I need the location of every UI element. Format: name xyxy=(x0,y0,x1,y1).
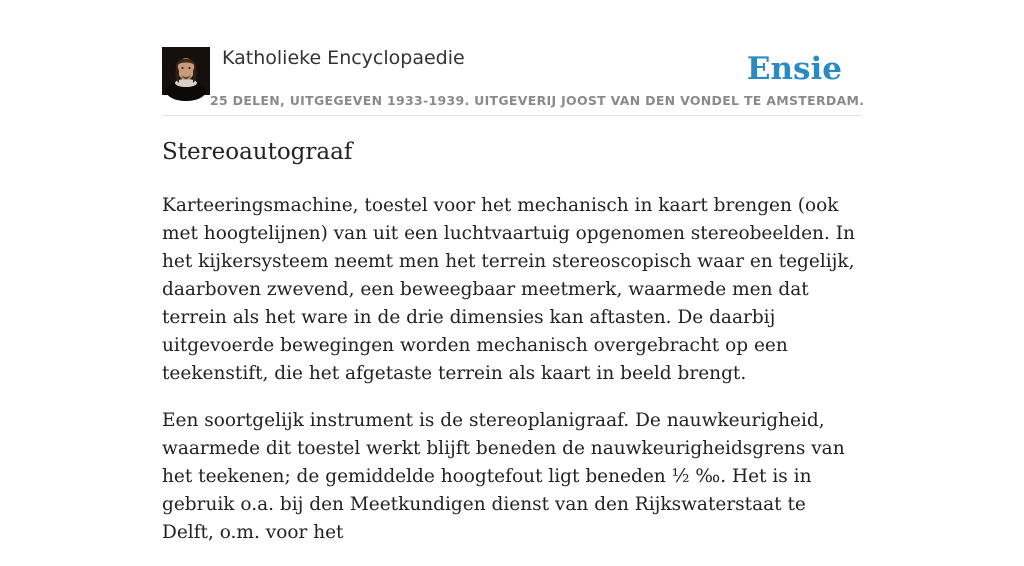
source-header xyxy=(162,46,865,116)
entry-paragraph: Een soortgelijk instrument is de stereoplanigraaf. De nauwkeurigheid, waarmede dit toestel werkt blijft beneden de nauwkeurigheidsgrens van het teekenen; de gemiddelde hoogtefout ligt beneden ½ ‰. Het is in gebruik o.a. bij den Meetkundigen dienst van den Rijkswaterstaat te Delft, o.m. voor het xyxy=(162,410,845,543)
source-title[interactable]: Katholieke Encyclopaedie xyxy=(222,47,465,69)
entry-body xyxy=(162,192,862,566)
entry-paragraph: Karteeringsmachine, toestel voor het mechanisch in kaart brengen (ook met hoogtelijnen) van uit een luchtvaartuig opgenomen stereobeelden. In het kijkersysteem neemt men het terrein stereoscopisch waar en tegelijk, daarboven zwevend, een beweegbaar meetmerk, waarmede men dat terrein als het ware in de drie dimensies kan aftasten. De daarbij uitgevoerde bewegingen worden mechanisch overgebracht op een teekenstift, die het afgetaste terrein als kaart in beeld brengt. xyxy=(162,195,855,384)
ensie-logo-link[interactable]: Ensie xyxy=(746,51,842,87)
source-publication-info: 25 DELEN, UITGEGEVEN 1933-1939. UITGEVERIJ JOOST VAN DEN VONDEL TE AMSTERDAM. xyxy=(210,93,865,108)
source-portrait-avatar[interactable] xyxy=(162,47,210,95)
entry-title: Stereoautograaf xyxy=(162,139,353,165)
